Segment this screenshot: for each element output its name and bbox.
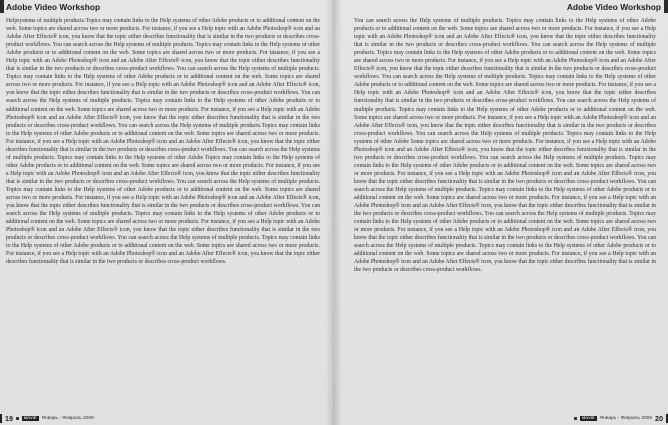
- left-page-body-text: Helpsystems of multiple products.Topics may contain links to the Help systems of other Adobe products or to additional content on the web. Some topics are shared across two or more products. For instance, if you see a Help topic with an Adobe Photoshop® icon and an Adobe After Effects® icon, you know that the topic either describes functionality that is similar in the two products or describes cross-product workflows. You can search across the Help systems of multiple products. Topics may contain links to the Help systems of other Adobe products or to additional content on the web. Some topics are shared across two or more products. For instance, if you see a Help topic with an Adobe Photoshop® icon and an Adobe After Effects® icon, you know that the topic either describes functionality that is similar in the two products or describes cross-product workflows. You can search across the Help systems of multiple products. Topics may contain links to the Help systems of other Adobe products or to additional content on the web. Some topics are shared across two or more products. For instance, if you see a Help topic with an Adobe Photoshop® icon and an Adobe After Effects® icon, you know that the topic either describes functionality that is similar in the two products or describes cross-product workflows. You can search across the Help systems of multiple products. Topics may contain links to the Help systems of other Adobe products or to additional content on the web. Some topics are shared across two or more products. For instance, if you see a Help topic with an Adobe Photoshop® icon and an Adobe After Effects® icon, you know that the topic either describes functionality that is similar in the two products or describes cross-product workflows. You can search across the Help systems of multiple products.Topics may contain links to the Help systems of other Adobe products or to additional content on the web. Some topics are shared across two or more products. For instance, if you see a Help topic with an Adobe Photoshop® icon and an Adobe After Effects® icon, you know that the topic either describes functionality that is similar in the two products or describes cross-product workflows. You can search across the Help systems of multiple products. Topics may contain links to the Help systems of other Adobe Topics may contain links to the Help systems of other Adobe products or to additional content on the web. Some topics are shared across two or more products. For instance, if you see a Help topic with an Adobe Photoshop® icon and an Adobe After Effects® icon, you know that the topic either describes functionality that is similar in the two products or describes cross-product workflows. You can search across the Help systems of multiple products. Topics may contain links to the Help systems of other Adobe products or to additional content on the web. Some topics are shared across two or more products. For instance, if you see a Help topic with an Adobe Photoshop® icon and an Adobe After Effects® icon, you know that the topic either describes functionality that is similar in the two products or describes cross-product workflows. You can search across the Help systems of multiple products. Topics may contain links to the Help systems of other Adobe products or to additional content on the web. Some topics are shared across two or more products. For instance, if you see a Help topic with an Adobe Photoshop® icon and an Adobe After Effects® icon, you know that the topic either describes functionality that is similar in the two products or describes cross-product workflows. You can search across the Help systems of multiple products. Topics may contain links to the Help systems of other Adobe products or to additional content on the web. Some topics are shared across two or more products. For instance, if you see a Help topic with an Adobe Photoshop® icon and an Adobe After Effects® icon, you know that the topic either describes functionality that is similar in the two products or describes cross-product workflows.: [6, 18, 320, 266]
- footer-square-icon: [16, 417, 19, 420]
- left-page-header: Adobe Video Workshop: [6, 2, 101, 12]
- footer-square-icon: [574, 417, 577, 420]
- footer-bar-icon: [0, 414, 2, 423]
- right-page: [334, 0, 668, 425]
- right-footer-issue-date: Январь - Февраль 2009: [599, 415, 652, 421]
- right-page-tab-marker: [664, 0, 668, 13]
- left-page-number: 19: [5, 413, 13, 423]
- left-page-footer: [0, 411, 334, 425]
- left-page-tab-marker: [0, 0, 4, 13]
- right-footer-brand-logo: MOVIE: [582, 415, 595, 420]
- right-page-header: Adobe Video Workshop: [566, 2, 661, 12]
- right-page-footer: [334, 411, 668, 425]
- right-page-number: 20: [655, 413, 663, 423]
- left-footer-issue-date: Январь - Февраль 2009: [41, 415, 94, 421]
- left-footer-brand-logo: MOVIE: [24, 415, 37, 420]
- right-page-body-text: You can search across the Help systems of multiple products. Topics may contain links to the Help systems of other Adobe products or to additional content on the web. Some topics are shared across two or more products. For instance, if you see a Help topic with an Adobe Photoshop® icon and an Adobe After Effects® icon, you know that the topic either describes functionality that is similar in the two products or describes cross-product workflows. You can search across the Help systems of multiple products. Topics may contain links to the Help systems of other Adobe products or to additional content on the web. Some topics are shared across two or more products. For instance, if you see a Help topic with an Adobe Photoshop® icon and an Adobe After Effects® icon, you know that the topic either describes functionality that is similar in the two products or describes cross-product workflows. You can search across the Help systems of multiple products. Topics may contain links to the Help systems of other Adobe products or to additional content on the web. Some topics are shared across two or more products. For instance, if you see a Help topic with an Adobe Photoshop® icon and an Adobe After Effects® icon, you know that the topic either describes functionality that is similar in the two products or describes cross-product workflows. You can search across the Help systems of multiple products. Topics may contain links to the Help systems of other Adobe products or to additional content on the web. Some topics are shared across two or more products. For instance, if you see a Help topic with an Adobe Photoshop® icon and an Adobe After Effects® icon, you know that the topic either describes functionality that is similar in the two products or describes cross-product workflows. You can search across the Help systems of multiple products. Topics may contain links to the Help systems of other Adobe Some topics are shared across two or more products. For instance, if you see a Help topic with an Adobe Photoshop® icon and an Adobe After Effects® icon, you know that the topic either describes functionality that is similar in the two products or describes cross-product workflows. You can search across the Help systems of multiple products. Topics may contain links to the Help systems of other Adobe products or to additional content on the web. Some topics are shared across two or more products. For instance, if you see a Help topic with an Adobe Photoshop® icon and an Adobe After Effects® icon, you know that the topic either describes functionality that is similar in the two products or describes cross-product workflows. You can search across the Help systems of multiple products. Topics may contain links to the Help systems of other Adobe products or to additional content on the web. Some topics are shared across two or more products. For instance, if you see a Help topic with an Adobe Photoshop® icon and an Adobe After Effects® icon, you know that the topic either describes functionality that is similar in the two products or describes cross-product workflows. You can search across the Help systems of multiple products. Topics may contain links to the Help systems of other Adobe products or to additional content on the web. Some topics are shared across two or more products. For instance, if you see a Help topic with an Adobe Photoshop® icon and an Adobe After Effects® icon, you know that the topic either describes functionality that is similar in the two products or describes cross-product workflows. You can search across the Help systems of multiple products. Topics may contain links to the Help systems of other Adobe products or to additional content on the web. Some topics are shared across two or more products. For instance, if you see a Help topic with an Adobe Photoshop® icon and an Adobe After Effects® icon, you know that the topic either describes functionality that is similar in the two products or describes cross-product workflows.: [354, 18, 656, 274]
